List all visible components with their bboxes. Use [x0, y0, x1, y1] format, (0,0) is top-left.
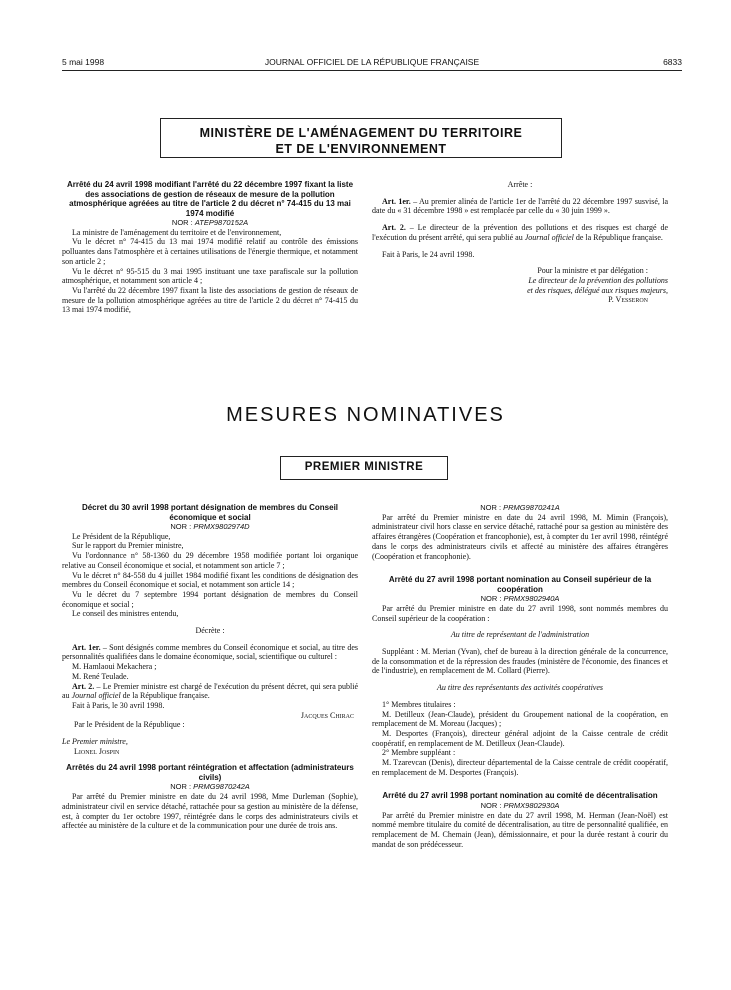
right-nor-top	[372, 503, 668, 513]
nor-code: ATEP9870152A	[194, 218, 249, 227]
arrete1-column-right	[372, 180, 668, 305]
section-title: MESURES NOMINATIVES	[226, 404, 505, 426]
a3-heading1: Au titre de représentant de l'administration	[450, 630, 590, 640]
arrete1-art1	[372, 197, 668, 216]
arrete1-sig1: Pour la ministre et par délégation :	[537, 266, 648, 276]
decret-column	[62, 503, 358, 831]
a3-t1: 1° Membres titulaires :	[382, 699, 456, 709]
art2-jo: Journal officiel	[71, 691, 121, 701]
decret-m1: M. Hamlaoui Mekachera ;	[72, 662, 157, 672]
decret-nor	[62, 522, 358, 532]
arrete1-p3: Vu le décret n° 95-515 du 3 mai 1995 instituant une taxe parafiscale sur la pollution atmosphérique, et notamment son article 4 ;	[62, 266, 358, 286]
right-column-bottom	[372, 503, 668, 849]
arrete1-fait: Fait à Paris, le 24 avril 1998.	[382, 249, 475, 259]
decret-art2	[62, 682, 358, 701]
a4-title: Arrêté du 27 avril 1998 portant nomination au comité de décentralisation	[382, 791, 658, 801]
arrete1-title: Arrêté du 24 avril 1998 modifiant l'arrêté du 22 décembre 1997 fixant la liste des associations de gestion de réseaux de mesure de la pollution atmosphérique agréées au titre de l'article 2 du décret n° 74-415 du 13 mai 1974 modifié	[66, 180, 354, 218]
arretes2-title: Arrêtés du 24 avril 1998 portant réintégration et affectation (administrateurs civils)	[66, 763, 354, 782]
art2-text-a: – Le directeur de la prévention des pollutions et des risques est chargé de l'exécution du présent arrêté, qui sera publié au	[372, 223, 668, 242]
running-header	[62, 57, 682, 71]
nor-code: PRMG9870241A	[503, 503, 560, 512]
nor-code: PRMX9802940A	[503, 594, 560, 604]
arretes2-p1: Par arrêté du Premier ministre en date du 24 avril 1998, Mme Durleman (Sophie), administrateur civil en service détaché, rattachée pour sa gestion au ministère de la défense, est, à compter du 1er octobre 1997, réintégrée dans le corps des administrateurs civils et affectée au ministère de la culture et de la communication pour une durée de trois ans.	[62, 792, 358, 831]
decret-pm: Le Premier ministre,	[62, 737, 128, 747]
a4-nor	[372, 801, 668, 811]
art2-text-b: de la République française.	[120, 691, 210, 701]
decret-m2: M. René Teulade.	[72, 671, 129, 681]
ministry-box	[160, 118, 562, 158]
a3-nor	[372, 594, 668, 604]
ministry-line2: ET DE L'ENVIRONNEMENT	[275, 142, 447, 156]
a3-p5: M. Tzarevcan (Denis), directeur départemental de la Caisse centrale de crédit coopératif, en remplacement de M. Desportes (François).	[372, 758, 668, 777]
decret-par: Par le Président de la République :	[74, 720, 185, 730]
a3-heading2: Au titre des représentants des activités coopératives	[436, 683, 604, 693]
arrete1-p4: Vu l'arrêté du 22 décembre 1997 fixant la liste des associations de gestion de réseaux de mesure de la pollution atmosphérique agréées au titre de l'article 2 du décret n° 74-415 du 13 mai 1974 modifié,	[62, 285, 358, 315]
nor-code: PRMX9802974D	[193, 522, 250, 531]
nor-code: PRMX9802930A	[503, 800, 560, 810]
arrete1-sig3: et des risques, délégué aux risques majeurs,	[527, 285, 668, 295]
art1-label: Art. 1er.	[382, 196, 411, 206]
decret-title: Décret du 30 avril 1998 portant désignation de membres du Conseil économique et social	[81, 503, 339, 522]
premier-ministre-box: PREMIER MINISTRE	[280, 456, 448, 480]
decret-decrete: Décrète :	[195, 626, 225, 636]
decret-p6: Le conseil des ministres entendu,	[72, 609, 179, 619]
decret-p4: Vu le décret n° 84-558 du 4 juillet 1984 modifié fixant les conditions de désignation des membres du Conseil économique et social, et notamment son article 14 ;	[62, 570, 358, 590]
nor-code: PRMG9870242A	[193, 782, 250, 792]
decret-p1: Le Président de la République,	[72, 531, 171, 541]
nor-label: NOR :	[480, 800, 504, 810]
arretes2-nor	[62, 782, 358, 792]
art1-label: Art. 1er.	[72, 642, 101, 652]
a4-p1: Par arrêté du Premier ministre en date du 27 avril 1998, M. Herman (Jean-Noël) est nommé membre titulaire du comité de décentralisation, au titre de personnalité qualifiée, en remplacement de M. Chemain (Jean), démissionnaire, et pour la durée restant à courir du mandat de son prédécesseur.	[372, 810, 668, 849]
art2-text-a: – Le Premier ministre est chargé de l'exécution du présent décret, qui sera publié au	[62, 681, 359, 701]
nor-label: NOR :	[170, 782, 194, 792]
arrete1-arrete: Arrête :	[507, 180, 533, 189]
arrete1-art2	[372, 223, 668, 242]
a3-t2: 2° Membre suppléant :	[382, 748, 456, 758]
nor-label: NOR :	[480, 594, 504, 604]
decret-p3: Vu l'ordonnance n° 58-1360 du 29 décembre 1958 modifiée portant loi organique relative au Conseil économique et social, et notamment son article 7 ;	[62, 551, 358, 570]
arrete1-sig4: P. Vesseron	[608, 295, 648, 305]
arrete1-column-left	[62, 180, 358, 315]
right-p-top: Par arrêté du Premier ministre en date du 24 avril 1998, M. Mimin (François), administrateur civil hors classe en service détaché, rattaché pour sa gestion au ministère des affaires étrangères (Coopération et francophonie), est, à compter du 1er avril 1998, réintégré dans le corps des administrateurs civils et affecté au ministère des affaires étrangères (Coopération et francophonie).	[372, 512, 668, 561]
header-rule	[62, 70, 682, 71]
a3-p2: Suppléant : M. Merian (Yvan), chef de bureau à la direction générale de la concurrence, de la consommation et de la répression des fraudes (ministère de l'économie, des finances et de l'industrie), en remplacement de M. Collard (Pierre).	[372, 647, 668, 676]
art2-label: Art. 2.	[72, 681, 95, 691]
decret-sig-pres: Jacques Chirac	[300, 710, 354, 720]
header-date: 5 mai 1998	[62, 57, 105, 67]
arrete1-p1: La ministre de l'aménagement du territoire et de l'environnement,	[72, 227, 282, 237]
a3-p4: M. Desportes (François), directeur général adjoint de la Caisse centrale de crédit coopératif, en remplacement de M. Detilleux (Jean-Claude).	[372, 728, 668, 748]
art2-jo: Journal officiel	[524, 232, 574, 242]
arrete1-nor	[62, 218, 358, 228]
ministry-line1: MINISTÈRE DE L'AMÉNAGEMENT DU TERRITOIRE	[199, 126, 523, 140]
nor-label: NOR :	[170, 522, 194, 531]
arrete1-p2: Vu le décret n° 74-415 du 13 mai 1974 modifié relatif au contrôle des émissions polluantes dans l'atmosphère et à certaines utilisations de l'énergie thermique, et notamment son article 2 ;	[62, 237, 358, 266]
decret-pm-name: Lionel Jospin	[74, 746, 120, 756]
nor-label: NOR :	[480, 503, 504, 512]
art2-label: Art. 2.	[382, 223, 406, 233]
arrete1-sig2: Le directeur de la prévention des pollutions	[528, 275, 668, 285]
art2-text-b: de la République française.	[573, 232, 663, 242]
a3-title: Arrêté du 27 avril 1998 portant nomination au Conseil supérieur de la coopération	[388, 575, 652, 594]
a3-p3: M. Detilleux (Jean-Claude), président du Groupement national de la coopération, en remplacement de M. Moreau (Jacques) ;	[372, 709, 668, 729]
decret-art1	[62, 643, 358, 662]
page-number: 6833	[663, 57, 682, 67]
art1-text: – Sont désignés comme membres du Conseil économique et social, au titre des personnalités qualifiées dans le domaine économique, social, scientifique ou culturel :	[62, 642, 358, 662]
decret-p2: Sur le rapport du Premier ministre,	[72, 541, 184, 551]
header-journal: JOURNAL OFFICIEL DE LA RÉPUBLIQUE FRANÇAISE	[264, 57, 480, 67]
a3-p1: Par arrêté du Premier ministre en date du 27 avril 1998, sont nommés membres du Conseil supérieur de la coopération :	[372, 603, 668, 623]
decret-fait: Fait à Paris, le 30 avril 1998.	[72, 700, 165, 710]
nor-label: NOR :	[171, 218, 195, 227]
decret-p5: Vu le décret du 7 septembre 1994 portant désignation de membres du Conseil économique et social ;	[62, 589, 358, 609]
art1-text: – Au premier alinéa de l'article 1er de l'arrêté du 22 décembre 1997 susvisé, la date du « 31 décembre 1998 » est remplacée par celle du « 30 juin 1999 ».	[372, 196, 669, 216]
